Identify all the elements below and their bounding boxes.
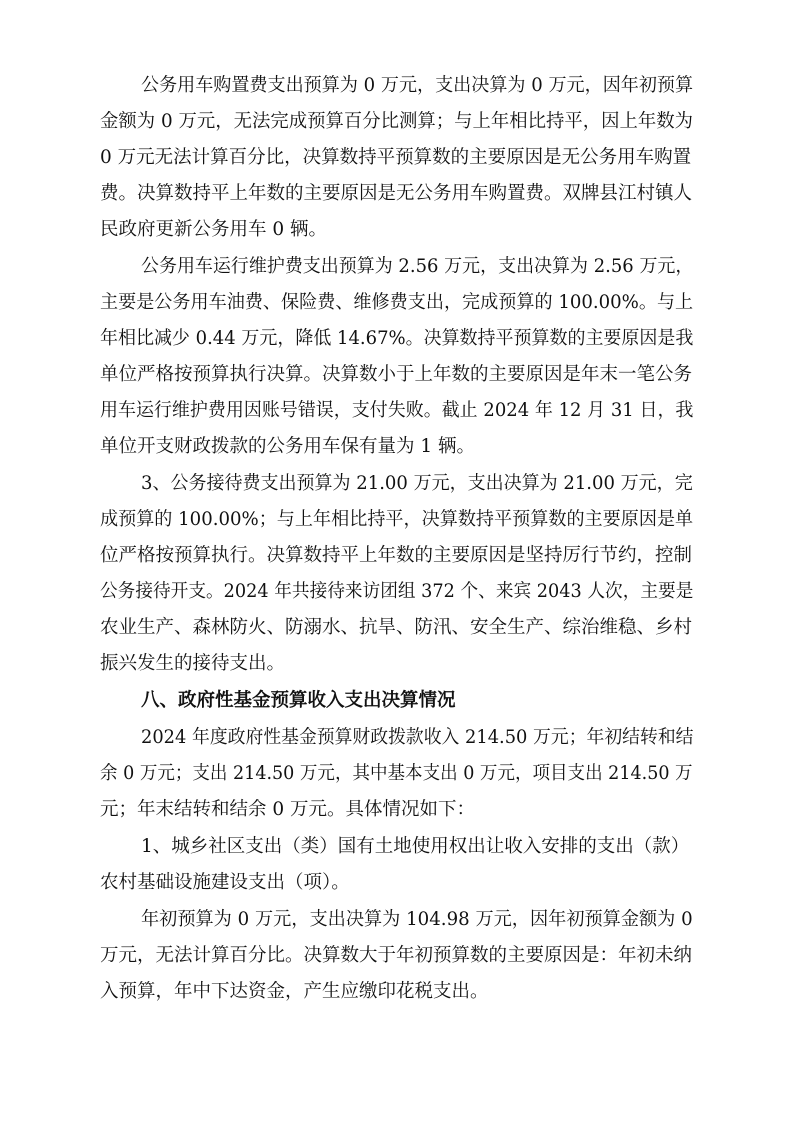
text-line: 公务用车购置费支出预算为 0 万元，支出决算为 0 万元，因年初预算 <box>141 75 694 96</box>
text-line: 万元，无法计算百分比。决算数大于年初预算数的主要原因是：年初未纳 <box>100 945 693 966</box>
text-line: 公务用车运行维护费支出预算为 2.56 万元，支出决算为 2.56 万元， <box>141 256 694 277</box>
text-line: 入预算，年中下达资金，产生应缴印花税支出。 <box>100 981 489 1002</box>
text-line: 2024 年度政府性基金预算财政拨款收入 214.50 万元；年初结转和结 <box>141 727 694 748</box>
text-line: 3、公务接待费支出预算为 21.00 万元，支出决算为 21.00 万元，完 <box>141 473 693 494</box>
text-line: 年初预算为 0 万元，支出决算为 104.98 万元，因年初预算金额为 0 <box>141 909 693 930</box>
text-line: 金额为 0 万元，无法完成预算百分比测算；与上年相比持平，因上年数为 <box>100 111 694 132</box>
text-line: 农业生产、森林防火、防溺水、抗旱、防汛、安全生产、综治维稳、乡村 <box>100 617 693 638</box>
text-line: 农村基础设施建设支出（项）。 <box>100 872 350 893</box>
text-line: 主要是公务用车油费、保险费、维修费支出，完成预算的 100.00%。与上 <box>100 292 694 313</box>
text-line: 年相比减少 0.44 万元，降低 14.67%。决算数持平预算数的主要原因是我 <box>100 328 694 349</box>
text-line: 民政府更新公务用车 0 辆。 <box>100 219 328 240</box>
text-line: 1、城乡社区支出（类）国有土地使用权出让收入安排的支出（款） <box>141 836 690 857</box>
text-line: 元；年末结转和结余 0 万元。具体情况如下： <box>100 799 476 820</box>
text-line: 0 万元无法计算百分比，决算数持平预算数的主要原因是无公务用车购置 <box>100 147 692 168</box>
text-line: 用车运行维护费用因账号错误，支付失败。截止 2024 年 12 月 31 日，我 <box>100 400 694 421</box>
text-line: 费。决算数持平上年数的主要原因是无公务用车购置费。双牌县江村镇人 <box>100 183 693 204</box>
text-line: 余 0 万元；支出 214.50 万元，其中基本支出 0 万元，项目支出 214.50 万 <box>100 763 693 784</box>
text-line: 成预算的 100.00%；与上年相比持平，决算数持平预算数的主要原因是单 <box>100 509 694 530</box>
text-line: 单位严格按预算执行决算。决算数小于上年数的主要原因是年末一笔公务 <box>100 364 693 385</box>
text-line: 位严格按预算执行。决算数持平上年数的主要原因是坚持厉行节约，控制 <box>100 545 693 566</box>
text-line: 单位开支财政拨款的公务用车保有量为 1 辆。 <box>100 436 476 457</box>
text-line: 振兴发生的接待支出。 <box>100 653 286 674</box>
section-heading: 八、政府性基金预算收入支出决算情况 <box>141 690 456 711</box>
text-line: 公务接待开支。2024 年共接待来访团组 372 个、来宾 2043 人次，主要是 <box>100 581 694 602</box>
